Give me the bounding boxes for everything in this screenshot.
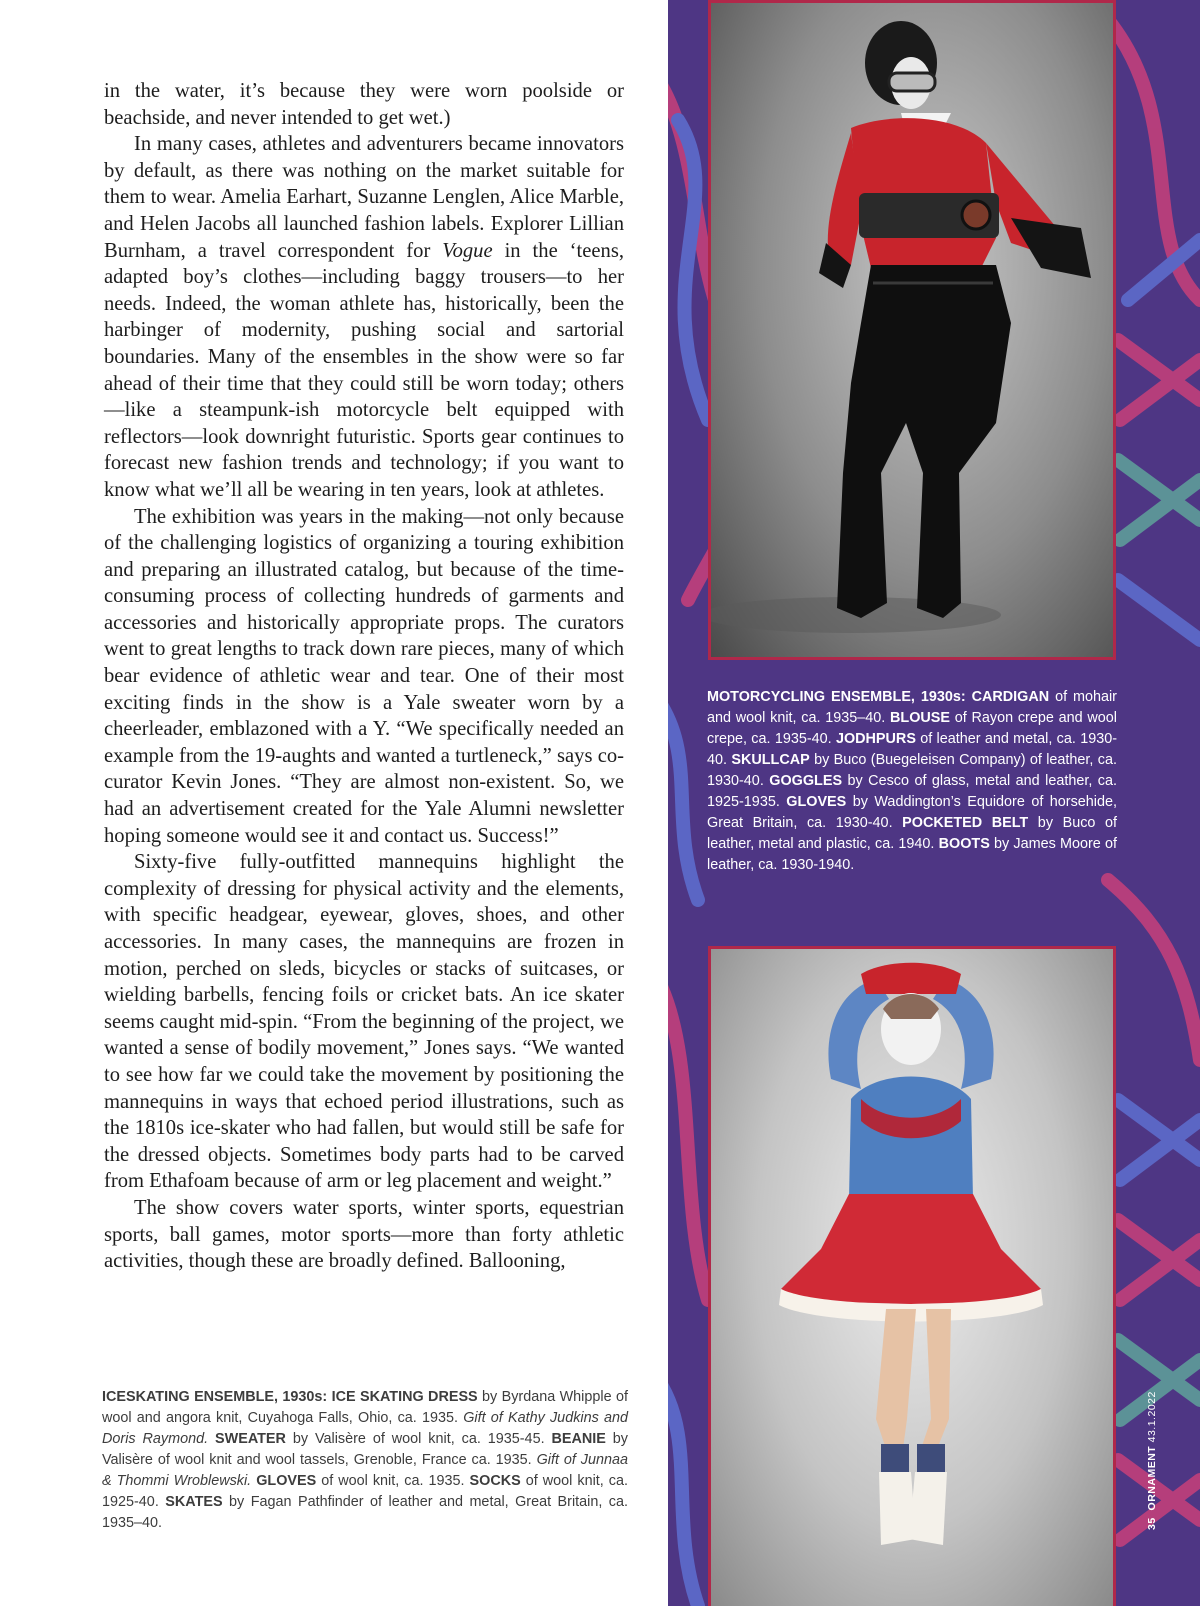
- caption-heading: ICESKATING ENSEMBLE, 1930s: ICE SKATING DRESS: [102, 1389, 478, 1405]
- page-number: 35: [1146, 1517, 1158, 1530]
- page-folio: [1146, 1391, 1158, 1530]
- paragraph-5: The show covers water sports, winter sports, equestrian sports, ball games, motor sports—more than forty athletic activities, though these are broadly defined. Ballooning,: [104, 1196, 624, 1273]
- caption-text: by Valisère of wool knit and wool tassels, Grenoble, France ca. 1935.: [102, 1431, 629, 1468]
- caption-item-label: BOOTS: [938, 836, 990, 852]
- caption-text: by Byrdana Whipple of wool and angora knit, Cuyahoga Falls, Ohio, ca. 1935.: [102, 1389, 628, 1426]
- article-body: [104, 78, 624, 1275]
- caption-credit: Gift of Kathy Judkins and Doris Raymond.: [102, 1410, 628, 1447]
- paragraph-3: The exhibition was years in the making—not only because of the challenging logistics of organizing a touring exhibition and preparing an illustrated catalog, but because of the time-consuming process of collecting hundreds of garments and accessories and historically appropriate props. The curators went to great lengths to track down rare pieces, many of which bear evidence of athletic wear and tear. One of their most exciting finds in the show is a Yale sweater worn by a cheerleader, emblazoned with a Y. “We specifically needed an example from the 19-aughts and wanted a turtleneck,” says co-curator Kevin Jones. “They are almost non-existent. So, we had an advertisement created for the Yale Alumni newsletter hoping someone would see it and contact us. Success!”: [104, 505, 624, 847]
- caption-text: by Buco of leather, metal and plastic, ca. 1940.: [707, 815, 1117, 852]
- paragraph-1: in the water, it’s because they were worn poolside or beachside, and never intended to get wet.): [104, 80, 624, 129]
- issue-number: 43.1.2022: [1146, 1391, 1158, 1443]
- caption-text: of wool knit, ca. 1935.: [316, 1473, 470, 1489]
- caption-text: by Fagan Pathfinder of leather and metal, Great Britain, ca. 1935–40.: [102, 1494, 629, 1531]
- caption-credit: Gift of Junnaa & Thommi Wroblewski.: [102, 1452, 628, 1489]
- caption-item-label: POCKETED BELT: [902, 815, 1029, 831]
- motorcycling-ensemble-photo: [708, 0, 1116, 660]
- caption-item-label: SKULLCAP: [731, 752, 810, 768]
- caption-item-label: GLOVES: [251, 1473, 317, 1489]
- vogue-italic: Vogue: [442, 239, 493, 262]
- caption-text: by Valisère of wool knit, ca. 1935-45.: [285, 1431, 552, 1447]
- caption-text: of leather and metal, ca. 1930-40.: [707, 731, 1117, 768]
- caption-text: of wool knit, ca. 1925-40.: [102, 1473, 628, 1510]
- caption-text: by Cesco of glass, metal and leather, ca. 1925-1935.: [707, 773, 1117, 810]
- caption-text: of mohair and wool knit, ca. 1935–40.: [707, 689, 1117, 726]
- caption-item-label: BEANIE: [551, 1431, 606, 1447]
- caption-item-label: GLOVES: [786, 794, 847, 810]
- caption-item-label: BLOUSE: [890, 710, 950, 726]
- caption-item-label: SKATES: [165, 1494, 223, 1510]
- paragraph-2: [104, 131, 624, 503]
- caption-item-label: SWEATER: [208, 1431, 286, 1447]
- caption-text: by Buco (Buegeleisen Company) of leather, ca. 1930-40.: [707, 752, 1117, 789]
- motorcycling-caption: [707, 687, 1117, 876]
- paragraph-4: Sixty-five fully-outfitted mannequins highlight the complexity of dressing for physical activity and the elements, with specific headgear, eyewear, gloves, shoes, and other accessories. In many cases, the mannequins are frozen in motion, perched on sleds, bicycles or stacks of suitcases, or wielding barbells, fencing foils or cricket bats. An ice skater seems caught mid-spin. “From the beginning of the project, we wanted a sense of bodily movement,” Jones says. “We wanted to see how far we could take the movement by positioning the mannequins in ways that echoed period illustrations, such as the 1810s ice-skater who had fallen, but would still be safe for the dressed objects. Sometimes body parts had to be carved from Ethafoam because of arm or leg placement and weight.”: [104, 851, 624, 1193]
- caption-item-label: JODHPURS: [835, 731, 916, 747]
- caption-item-label: SOCKS: [469, 1473, 521, 1489]
- paragraph-2-part-a: In many cases, athletes and adventurers became innovators by default, as there was nothing on the market suitable for them to wear. Amelia Earhart, Suzanne Lenglen, Alice Marble, and Helen Jacobs all launched fashion labels. Explorer Lillian Burnham, a travel correspondent for: [104, 133, 624, 262]
- paragraph-2-part-b: in the ‘teens, adapted boy’s clothes—including baggy trousers—to her needs. Indeed, the woman athlete has, historically, been the harbinger of modernity, pushing social and sartorial boundaries. Many of the ensembles in the show were so far ahead of their time that they could still be worn today; others—like a steampunk-ish motorcycle belt equipped with reflectors—look downright futuristic. Sports gear continues to forecast new fashion trends and technology; if you want to know what we’ll all be wearing in ten years, look at athletes.: [104, 239, 624, 501]
- iceskating-ensemble-photo: [708, 946, 1116, 1606]
- magazine-name: ORNAMENT: [1146, 1445, 1158, 1511]
- caption-heading: MOTORCYCLING ENSEMBLE, 1930s: CARDIGAN: [707, 689, 1050, 705]
- caption-text: by James Moore of leather, ca. 1930-1940.: [707, 836, 1118, 873]
- iceskating-caption: [102, 1387, 628, 1534]
- caption-text: of Rayon crepe and wool crepe, ca. 1935-40.: [707, 710, 1117, 747]
- motorcycling-mannequin-illustration: [711, 3, 1113, 657]
- caption-text: by Waddington’s Equidore of horsehide, Great Britain, ca. 1930-40.: [707, 794, 1117, 831]
- caption-item-label: GOGGLES: [769, 773, 843, 789]
- iceskating-mannequin-illustration: [711, 949, 1113, 1606]
